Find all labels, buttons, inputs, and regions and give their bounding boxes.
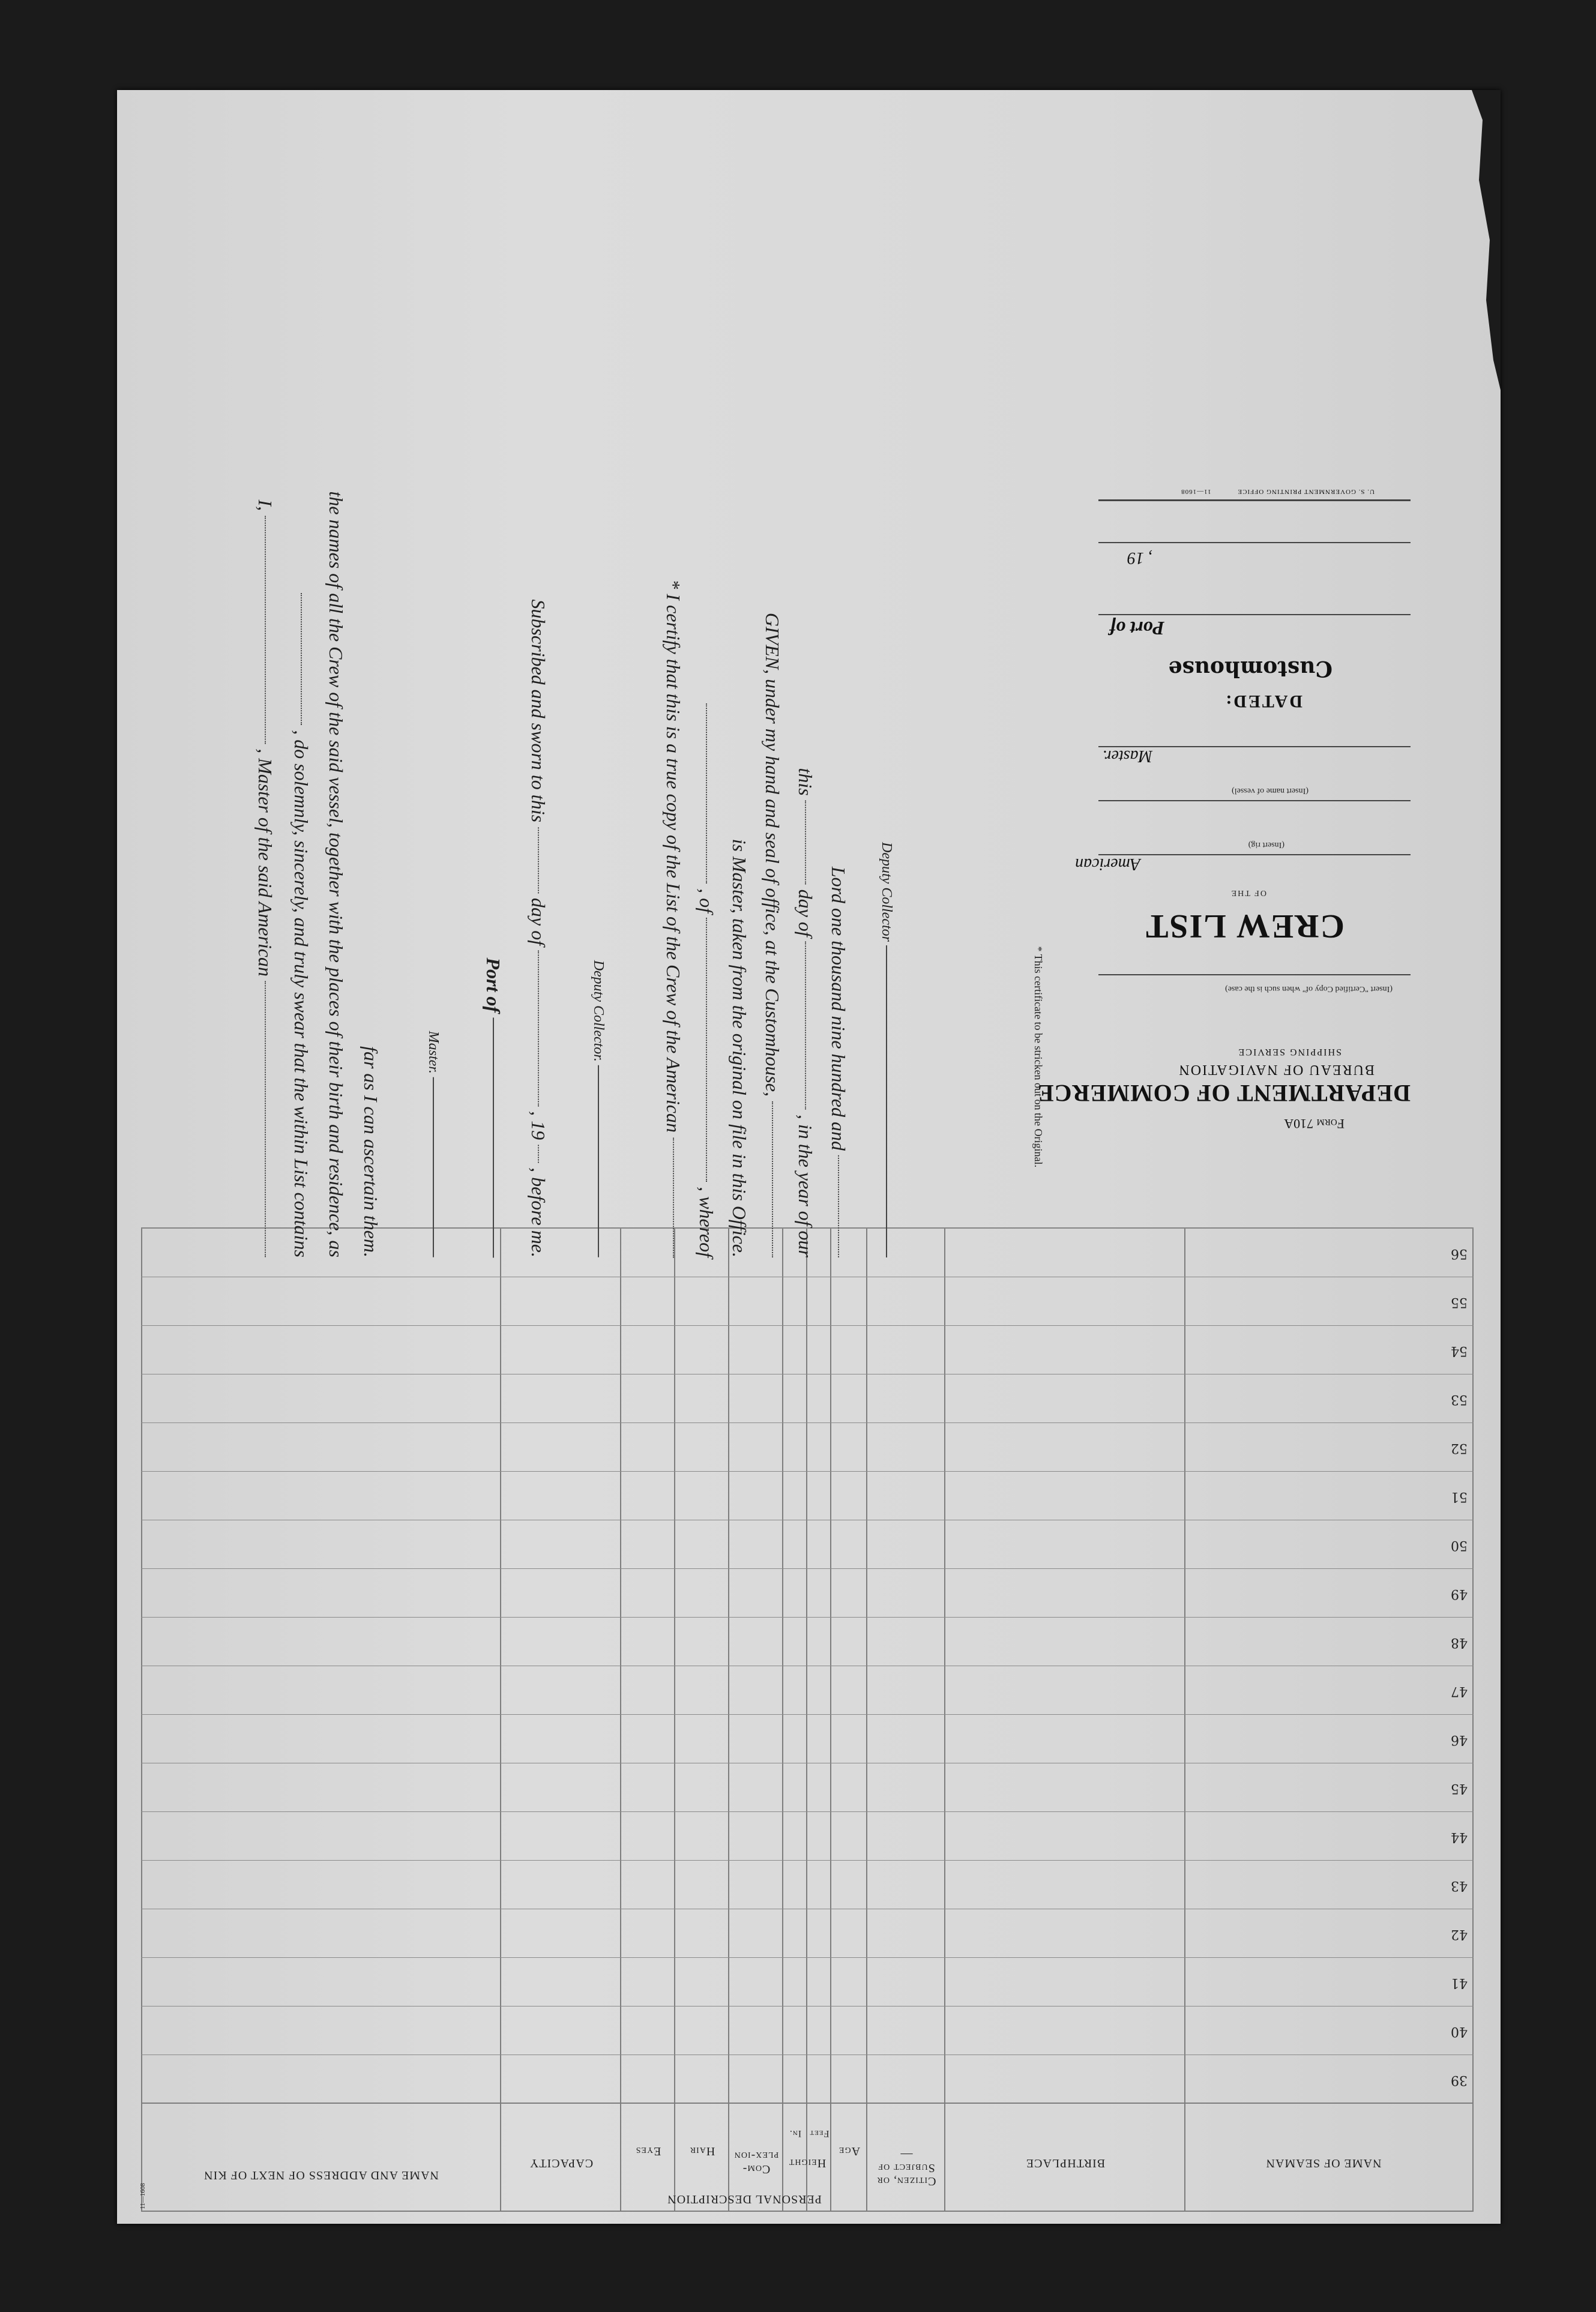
of-the-label: OF THE (1230, 888, 1266, 897)
column-header-name: NAME OF SEAMAN (1265, 2157, 1382, 2170)
department-title: DEPARTMENT OF COMMERCE (1037, 1080, 1411, 1107)
printer-imprint: U. S. GOVERNMENT PRINTING OFFICE 11—1608 (1181, 488, 1375, 495)
column-header-birthplace: BIRTHPLACE (1025, 2157, 1106, 2170)
row-divider (141, 1957, 1474, 1958)
row-divider (141, 1325, 1474, 1326)
row-divider (141, 1860, 1474, 1861)
row-divider (141, 1471, 1474, 1472)
oath-line-4: far as I can ascertain them. (360, 1046, 382, 1257)
master-signature-label: Master. (425, 1031, 441, 1257)
port-rule (1098, 614, 1411, 615)
subscribed-line: Subscribed and sworn to this day of , 19 , before me. (528, 599, 549, 1257)
certify-line-2: , of , whereof (695, 703, 717, 1257)
row-number: 51 (1451, 1489, 1468, 1505)
row-number: 54 (1451, 1343, 1468, 1359)
column-header-personal-description: PERSONAL DESCRIPTION (667, 2193, 822, 2206)
printer-rule (1098, 499, 1411, 501)
certified-copy-note: (Insert "Certified Copy of" when such is the case) (1225, 984, 1393, 993)
inverted-form (117, 90, 1501, 2224)
row-number: 48 (1451, 1635, 1468, 1651)
column-header-height: Height (788, 2157, 827, 2170)
column-header-next-of-kin: NAME AND ADDRESS OF NEXT OF KIN (203, 2169, 439, 2182)
bureau-title: BUREAU OF NAVIGATION (1178, 1062, 1375, 1077)
certify-line-3: is Master, taken from the original on file in this Office. (729, 838, 750, 1257)
column-header-capacity: CAPACITY (529, 2157, 594, 2170)
row-number: 43 (1451, 1878, 1468, 1894)
row-number: 47 (1451, 1684, 1468, 1699)
certify-line-5: this day of , in the year of our (795, 768, 816, 1257)
crew-list-sheet (117, 90, 1501, 2224)
crew-list-title: CREW LIST (1145, 908, 1345, 945)
deputy-collector-2: Deputy Collector (878, 842, 894, 1257)
deputy-collector-1: Deputy Collector. (590, 960, 606, 1257)
row-divider (141, 1714, 1474, 1715)
certified-copy-rule (1098, 974, 1411, 975)
cover-port-of: Port of (1109, 618, 1164, 639)
margin-code: 11—1608 (139, 2183, 147, 2209)
column-header-complexion: Com-plex-ion (733, 2149, 779, 2176)
row-number: 53 (1451, 1392, 1468, 1407)
column-header-hair: Hair (689, 2145, 715, 2158)
customhouse-label: Customhouse (1168, 656, 1333, 681)
certify-line-4: GIVEN, under my hand and seal of office, at the Customhouse, (761, 613, 783, 1257)
row-number: 45 (1451, 1781, 1468, 1796)
american-label: American (1075, 855, 1140, 873)
rig-rule (1098, 854, 1411, 855)
row-divider (141, 1811, 1474, 1812)
row-number: 46 (1451, 1732, 1468, 1748)
column-header-eyes: Eyes (635, 2145, 661, 2158)
row-number: 42 (1451, 1927, 1468, 1942)
insert-rig-note: (Insert rig) (1248, 840, 1284, 849)
cover-master-label: Master. (1102, 747, 1152, 765)
service-title: SHIPPING SERVICE (1237, 1047, 1342, 1057)
form-number: Form 710A (1284, 1116, 1345, 1131)
row-divider (141, 1617, 1474, 1618)
row-number: 50 (1451, 1538, 1468, 1553)
insert-vessel-note: (Insert name of vessel) (1232, 786, 1308, 795)
oath-line-1: I, , Master of the said American (254, 500, 276, 1257)
certify-line-6: Lord one thousand nine hundred and (827, 867, 849, 1257)
column-header-feet: Feet (809, 2128, 830, 2139)
column-header-age: Age (838, 2145, 861, 2158)
oath-port-of: Port of (482, 957, 504, 1257)
row-divider (141, 1568, 1474, 1569)
cover-year: , 19 (1127, 549, 1152, 567)
vessel-rule (1098, 800, 1411, 801)
row-number: 44 (1451, 1829, 1468, 1845)
row-number: 56 (1451, 1246, 1468, 1262)
certify-line-1: * I certify that this is a true copy of the List of the Crew of the American (662, 579, 684, 1257)
dated-label: DATED: (1224, 691, 1302, 711)
row-number: 55 (1451, 1295, 1468, 1310)
row-divider (141, 1422, 1474, 1423)
column-header-citizen: Citizen, or Subject of— (876, 2148, 936, 2188)
row-number: 40 (1451, 2024, 1468, 2040)
footnote: * This certificate to be stricken out on the Original. (1032, 946, 1044, 1167)
column-header-inches: In. (789, 2128, 802, 2139)
row-number: 39 (1451, 2073, 1468, 2088)
date-rule (1098, 542, 1411, 543)
crew-table (141, 1227, 1474, 2212)
oath-line-2: , do solemnly, sincerely, and truly swear that the within List contains (290, 593, 312, 1257)
row-number: 52 (1451, 1440, 1468, 1456)
row-number: 49 (1451, 1586, 1468, 1602)
oath-line-3: the names of all the Crew of the said vessel, together with the places of their birth and residence, as (325, 491, 347, 1257)
row-number: 41 (1451, 1975, 1468, 1991)
